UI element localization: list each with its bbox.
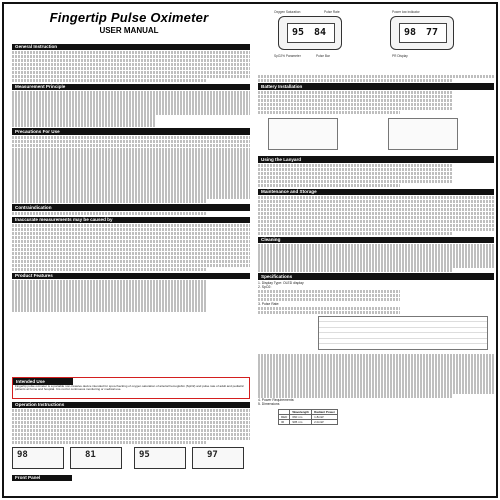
spec-power: 4. Power Requirements: (258, 398, 295, 403)
table-cell: 905 nm (290, 420, 312, 425)
header-device-diagram (272, 10, 492, 62)
section-heading: Precautions For Use (12, 128, 250, 135)
section-heading: Specifications (258, 273, 494, 280)
right-column (258, 74, 494, 425)
label-pulse-rate: Pulse Rate (324, 10, 340, 14)
body-text (12, 136, 250, 203)
table-cell: 2.0mW (312, 420, 338, 425)
section-heading: Operation Instructions (12, 402, 250, 409)
document-subtitle: USER MANUAL (99, 26, 159, 35)
label-pr-display: PR Display (392, 54, 408, 58)
section-heading: Using the Lanyard (258, 156, 494, 163)
table-header: Radiant Power (312, 409, 338, 414)
oximeter-screen-2 (399, 23, 447, 43)
left-column (12, 42, 250, 312)
body-text (258, 244, 494, 271)
section-heading: General Instruction (12, 44, 250, 51)
label-oxygen-saturation: Oxygen Saturation (274, 10, 301, 14)
section-heading: Battery Installation (258, 83, 494, 90)
section-heading: Cleaning (258, 237, 494, 244)
battery-image-1 (268, 118, 338, 150)
display-panel-4 (192, 447, 244, 469)
body-text (12, 280, 250, 311)
oximeter-front-2 (390, 16, 454, 50)
accuracy-table (318, 316, 488, 350)
manual-title-block (14, 10, 244, 35)
body-text (12, 212, 250, 215)
display-value-4: 97 (207, 450, 218, 461)
spec-spo2: 2. SpO2: (258, 285, 272, 290)
display-value-3: 95 (139, 450, 150, 461)
label-spo2-parameter: SpO2% Parameter (274, 54, 301, 58)
intended-use-text: Fingertip pulse oximeter is a portable non-invasive device intended for spot-checking of oxygen saturation of arterial hemoglobin (SpO2) and pulse rate of adult and pediatric patients at home and hospital. It is not for continuous monitoring or medical use. (15, 383, 244, 392)
spec-pr: 3. Pulse Rate: (258, 302, 280, 306)
manual-page (2, 2, 498, 498)
bottom-display-row (12, 447, 250, 473)
table-cell: IR (279, 420, 290, 425)
table-cell: RED (279, 414, 290, 419)
spec-display-type: 1. Display Type: OLED display (258, 280, 304, 285)
display-panel-1 (12, 447, 64, 469)
body-text (12, 224, 250, 271)
label-power-low: Power low indicator (392, 10, 420, 14)
table-cell: 1.8mW (312, 414, 338, 419)
body-text (258, 354, 494, 397)
spec-dimensions: 5. Dimensions (258, 402, 280, 407)
label-pulse-bar: Pulse Bar (316, 54, 330, 58)
spec-chart (258, 316, 494, 352)
display-panel-2 (70, 447, 122, 469)
section-heading: Product Features (12, 273, 250, 280)
body-text (258, 164, 494, 187)
front-panel-heading: Front Panel (12, 475, 72, 482)
pr-reading-1: 84 (314, 27, 327, 38)
section-heading: Contraindication (12, 204, 250, 211)
body-text (12, 51, 250, 82)
right-intro-text (258, 75, 494, 82)
table-cell: 660 nm (290, 414, 312, 419)
display-value-2: 81 (85, 450, 96, 461)
body-text (258, 307, 494, 314)
battery-image-2 (388, 118, 458, 150)
section-heading: Measurement Principle (12, 84, 250, 91)
wavelength-table (278, 409, 338, 426)
section-heading: Maintenance and Storage (258, 189, 494, 196)
specs-block (258, 281, 494, 315)
pr-reading-2: 77 (426, 27, 439, 38)
oximeter-screen-1 (287, 23, 335, 43)
body-text (258, 290, 494, 301)
battery-diagram (258, 116, 494, 154)
table-header: Wavelength (290, 409, 312, 414)
body-text (12, 409, 250, 444)
display-panel-3 (134, 447, 186, 469)
document-title: Fingertip Pulse Oximeter (49, 10, 209, 25)
oximeter-front-1 (278, 16, 342, 50)
operation-column (12, 400, 250, 482)
spo2-reading-1: 95 (292, 27, 305, 38)
display-value-1: 98 (17, 450, 28, 461)
section-heading: Inaccurate measurements may be caused by (12, 217, 250, 224)
body-text (258, 91, 494, 114)
intended-use-highlight (12, 377, 250, 399)
body-text (12, 91, 250, 126)
spo2-reading-2: 98 (404, 27, 417, 38)
intended-use-heading: Intended Use (13, 378, 73, 385)
body-text (258, 196, 494, 235)
